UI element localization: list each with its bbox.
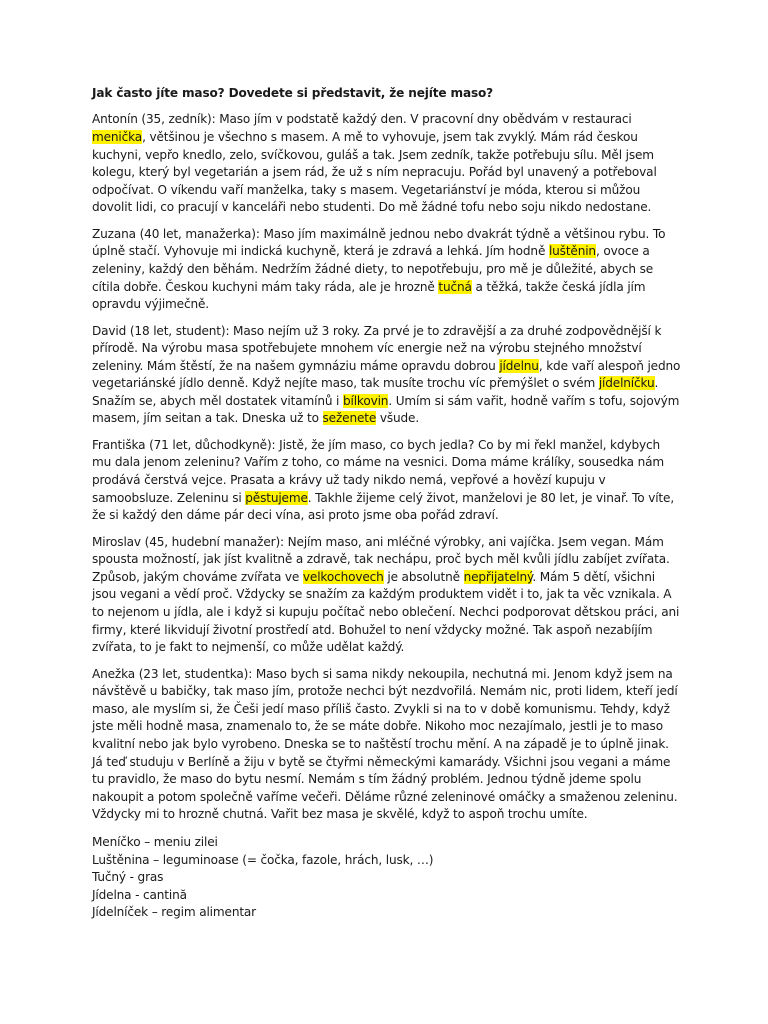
article-body — [92, 111, 682, 824]
paragraph — [92, 323, 682, 429]
paragraph — [92, 111, 682, 217]
paragraph-text: Františka (71 let, důchodkyně): Jistě, že jím maso, co bych jedla? Co by mi řekl manžel, kdybych mu dala jenom zeleninu? Vařím z toho, co máme na vesnici. Doma máme králíky, sousedka nám prodává čerstvá vejce. Prasata a krávy už tady nikdo nemá, vepřové a hovězí kupuju v samoobsluze. Zeleninu si — [92, 437, 665, 505]
paragraph-text: , ovoce a zeleniny, každý den běhám. Nedržím žádné diety, to nepotřebuju, pro mě je důležité, abych se cítila dobře. Českou kuchyni mám taky ráda, ale je hrozně — [92, 244, 654, 294]
paragraph-text: . Takhle žijeme celý život, manželovi je 80 let, je vinař. To víte, že si každý den dáme pár deci vína, asi proto jsme oba pořád zdraví. — [92, 490, 675, 523]
paragraph-text: , kde vaří alespoň jedno vegetariánské jídlo denně. Když nejíte maso, tak musíte trochu víc přemýšlet o svém — [92, 358, 681, 391]
paragraph — [92, 666, 682, 824]
paragraph-text: . Snažím se, abych měl dostatek vitamínů i — [92, 376, 659, 408]
highlighted-term: jídelníčku — [598, 376, 655, 391]
highlighted-term: tučná — [438, 279, 472, 294]
paragraph-text: všude. — [376, 411, 420, 426]
paragraph — [92, 226, 682, 314]
paragraph-text: . Umím si sám vařit, hodně vařím s tofu, sojovým masem, jím seitan a tak. Dneska už to — [92, 393, 680, 426]
glossary — [92, 834, 682, 922]
paragraph-text: Miroslav (45, hudební manažer): Nejím maso, ani mléčné výrobky, ani vajíčka. Jsem vegan. Mám spousta možností, jak jíst kvalitně a zdravě, tak nechápu, proč bych měl kvůli jídlu zabíjet zvířata. Způsob, jakým chováme zvířata ve — [92, 534, 670, 584]
paragraph-text: David (18 let, student): Maso nejím už 3 roky. Za prvé je to zdravější a za druhé zodpovědnější k přírodě. Na výrobu masa spotřebujete mnohem víc energie než na výrobu stejného množství zeleniny. Mám štěstí, že na našem gymnáziu máme opravdu dobrou — [92, 323, 662, 373]
highlighted-term: velkochovech — [302, 569, 384, 584]
highlighted-term: menička — [92, 129, 143, 144]
document-page — [92, 85, 682, 922]
glossary-item: Tučný - gras — [92, 870, 164, 885]
paragraph-text: Anežka (23 let, studentka): Maso bych si sama nikdy nekoupila, nechutná mi. Jenom když jsem na návštěvě u babičky, tak maso jím, protože nechci být nezdvořilá. Nemám nic, proti lidem, kteří jedí maso, ale myslím si, že Češi jedí maso příliš často. Zvykli si na to v době komunismu. Tehdy, když jste měli hodně masa, znamenalo to, že se máte dobře. Nikoho moc nezajímalo, jestli je to maso kvalitní nebo jak bylo vyrobeno. Dneska se to naštěstí trochu mění. A na západě je to úplně jinak. Já teď studuju v Berlíně a žiju v bytě se čtyřmi německými kamarády. Všichni jsou vegani a máme tu pravidlo, že maso do bytu nesmí. Nemám s tím žádný problém. Jednou týdně jdeme spolu nakoupit a potom společně vaříme večeři. Děláme různé zeleninové omáčky a smaženou zeleninu. Vždycky mi to hrozně chutná. Vařit bez masa je skvělé, když to aspoň trochu umíte. — [92, 666, 678, 822]
glossary-item: Jídelníček – regim alimentar — [92, 905, 257, 920]
paragraph — [92, 437, 682, 525]
highlighted-term: bílkovin — [342, 393, 389, 408]
paragraph-text: je absolutně — [383, 569, 464, 584]
glossary-item: Luštěnina – leguminoase (= čočka, fazole, hrách, lusk, …) — [92, 852, 434, 867]
highlighted-term: seženete — [322, 411, 377, 426]
paragraph-text: a těžká, takže česká jídla jím opravdu výjimečně. — [92, 279, 646, 312]
paragraph-text: . Mám 5 dětí, všichni jsou vegani a vědí proč. Vždycky se snažím za každým produktem vidět i to, jak ta věc vznikala. A to nejenom u jídla, ale i když si kupuju počítač nebo oblečení. Nechci podporovat dětskou práci, ani firmy, které likvidují životní prostředí atd. Bohužel to není vždycky možné. Tak aspoň nezabíjím zvířata, to je fakt to nejmenší, co může udělat každý. — [92, 569, 680, 655]
glossary-item: Jídelna - cantină — [92, 887, 187, 902]
highlighted-term: luštěnin — [548, 244, 596, 259]
paragraph-text: , většinou je všechno s masem. A mě to vyhovuje, jsem tak zvyklý. Mám rád českou kuchyni, vepřo knedlo, zelo, svíčkovou, guláš a tak. Jsem zedník, takže potřebuju sílu. Měl jsem kolegu, který byl vegetarián a jsem rád, že už s ním nepracuju. Pořád byl unavený a potřeboval odpočívat. O víkendu vaří manželka, taky s masem. Vegetariánství je móda, kterou si můžou dovolit lidi, co pracují v kanceláři nebo studenti. Do mě žádné tofu nebo soju nikdo nedostane. — [92, 129, 657, 215]
paragraph-text: Zuzana (40 let, manažerka): Maso jím maximálně jednou nebo dvakrát týdně a většinou rybu. To úplně stačí. Vyhovuje mi indická kuchyně, která je zdravá a lehká. Jím hodně — [92, 226, 666, 259]
glossary-item: Meníčko – meniu zilei — [92, 834, 218, 849]
highlighted-term: pěstujeme — [245, 490, 308, 505]
highlighted-term: jídelnu — [499, 358, 539, 373]
paragraph-text: Antonín (35, zedník): Maso jím v podstatě každý den. V pracovní dny obědvám v restauraci — [92, 112, 632, 127]
highlighted-term: nepřijatelný — [463, 569, 533, 584]
paragraph — [92, 534, 682, 657]
document-title: Jak často jíte maso? Dovedete si představit, že nejíte maso? — [92, 86, 494, 100]
